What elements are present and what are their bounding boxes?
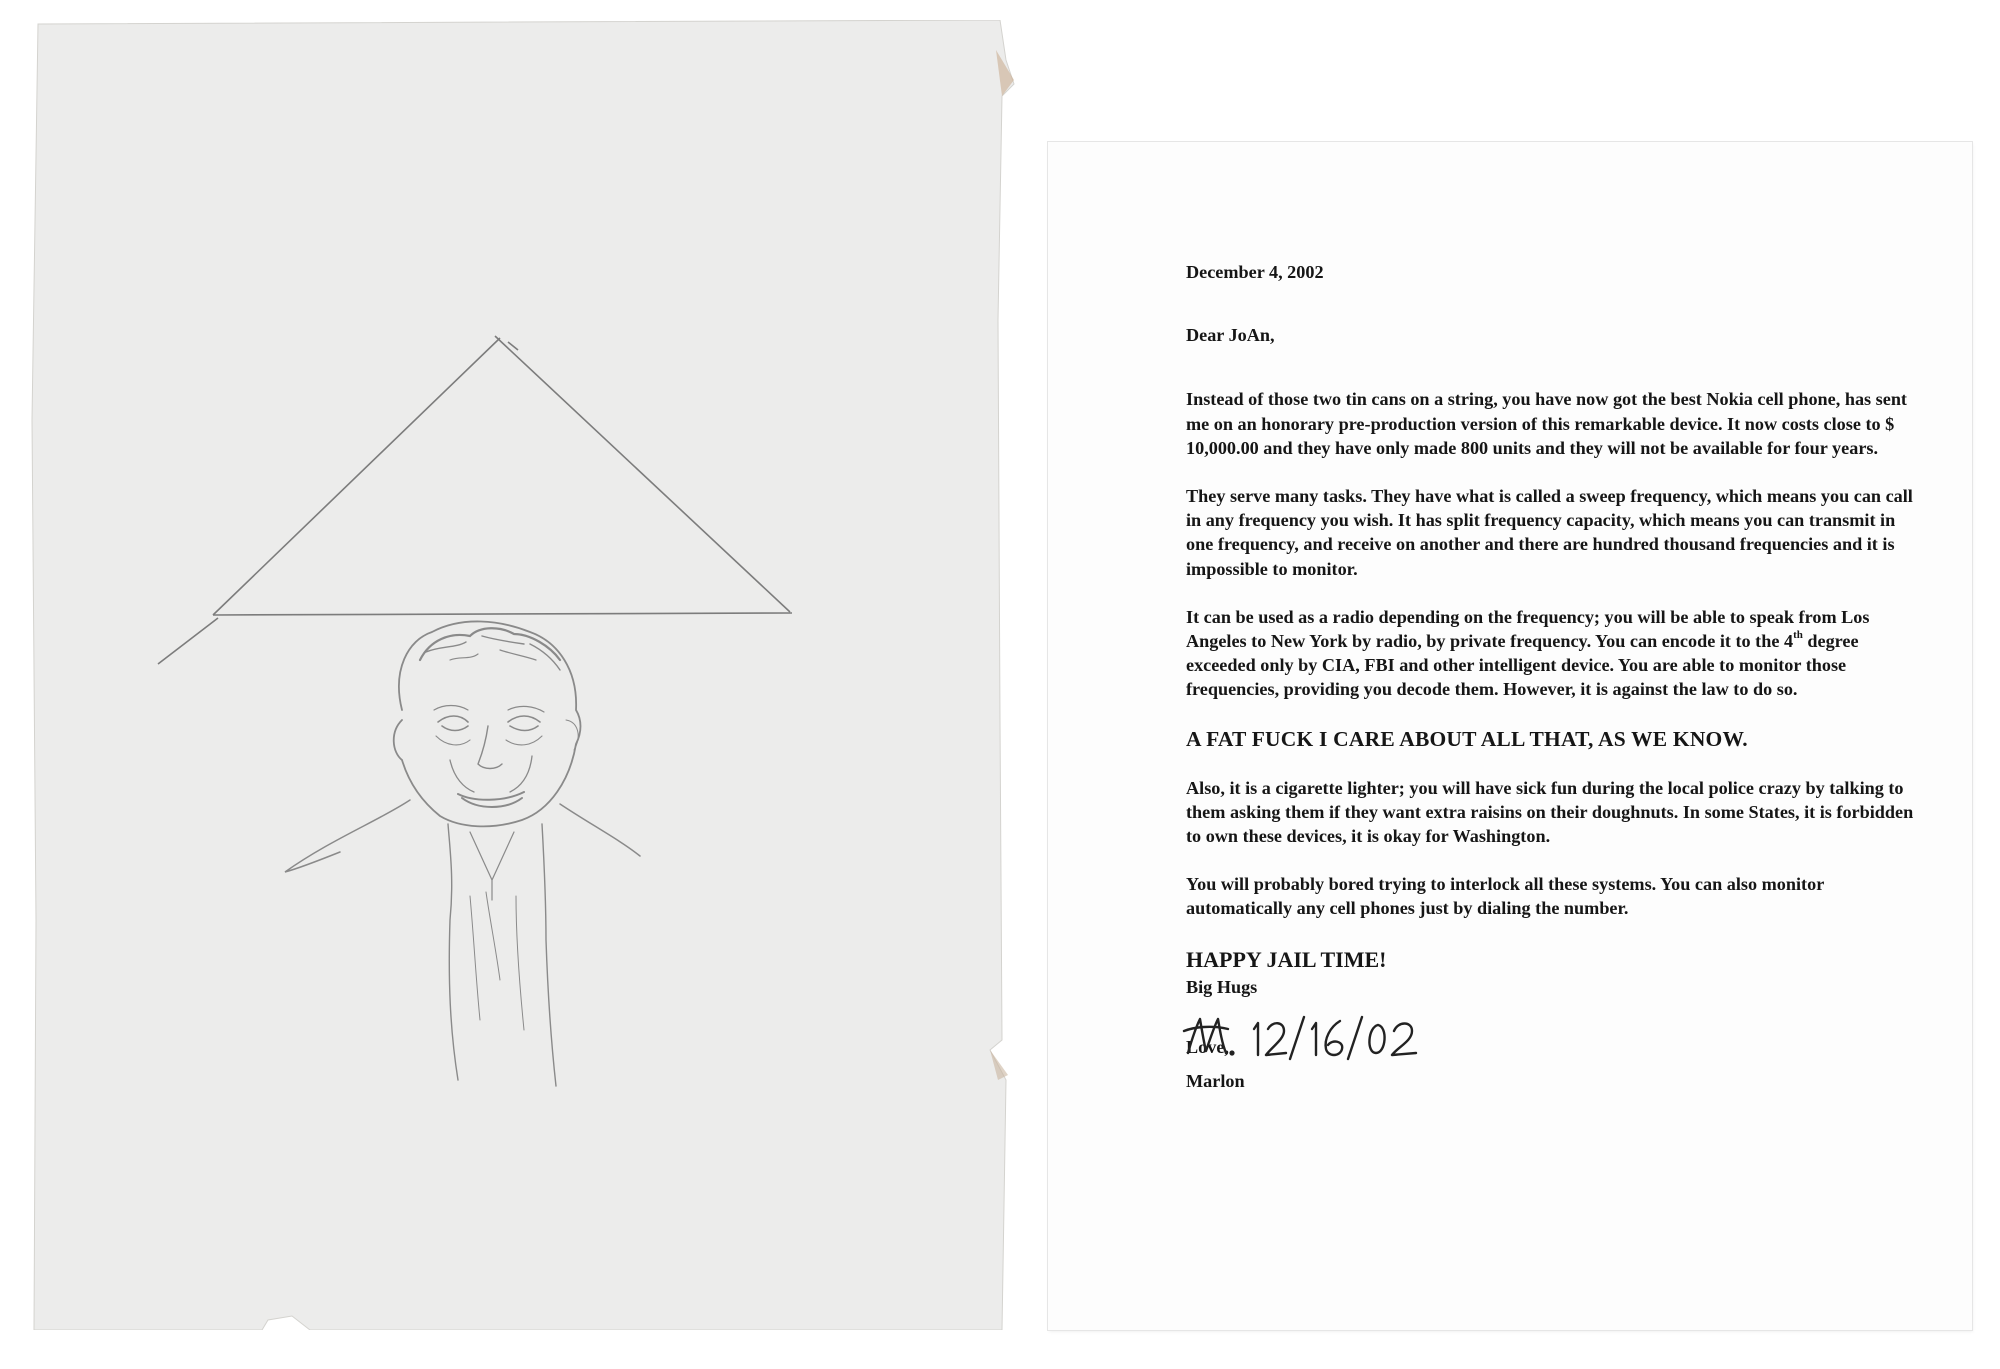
letter-body [1186, 260, 1926, 1093]
paper-outline [32, 20, 1014, 1330]
letter-paragraph-4: Also, it is a cigarette lighter; you will have sick fun during the local police crazy by talking to them asking them if they want extra raisins on their doughnuts. In some States, it is forbidden to own these devices, it is okay for Washington. [1186, 777, 1914, 847]
letter-paragraph-1: Instead of those two tin cans on a string, you have now got the best Nokia cell phone, has sent me on an honorary pre-production version of this remarkable device. It now costs close to $ 10,000.00 and they have only made 800 units and they will not be available for four years. [1186, 389, 1907, 458]
letter-paragraph-2: They serve many tasks. They have what is called a sweep frequency, which means you can call in any frequency you wish. It has split frequency capacity, which means you can transmit in one frequency, and receive on another and there are hundred thousand frequencies and it is impossible to monitor. [1186, 486, 1913, 579]
letter-paragraph-5: You will probably bored trying to interlock all these systems. You can also monitor automatically any cell phones just by dialing the number. [1186, 874, 1824, 919]
handwritten-initial-date [1182, 1009, 1422, 1069]
pencil-sketch-icon [30, 20, 1015, 1330]
letter-shout-line: A FAT FUCK I CARE ABOUT ALL THAT, AS WE KNOW. [1186, 726, 1748, 751]
letter-paragraph-3-part-2: degree exceeded only by CIA, FBI and other intelligent device. You are able to monitor those frequencies, providing you decode them. However, it is against the law to do so. [1186, 631, 1859, 700]
ordinal-superscript: th [1793, 628, 1803, 641]
happy-jail-time-line: HAPPY JAIL TIME! [1186, 946, 1387, 972]
letter-paragraph-3-part-1: It can be used as a radio depending on the frequency; you will be able to speak from Los Angeles to New York by radio, by private frequency. You can encode it to the 4 [1186, 606, 1870, 652]
letter-sheet [1048, 142, 1972, 1330]
signature-name: Marlon [1186, 1070, 1245, 1091]
letter-love: Love, [1186, 1036, 1229, 1057]
letter-closing: Big Hugs [1186, 976, 1258, 997]
letter-salutation: Dear JoAn, [1186, 325, 1275, 346]
love-line [1186, 1009, 1926, 1069]
letter-date: December 4, 2002 [1186, 262, 1324, 282]
letter-paragraph-3 [1186, 605, 1926, 702]
sketch-sheet [30, 20, 1015, 1330]
